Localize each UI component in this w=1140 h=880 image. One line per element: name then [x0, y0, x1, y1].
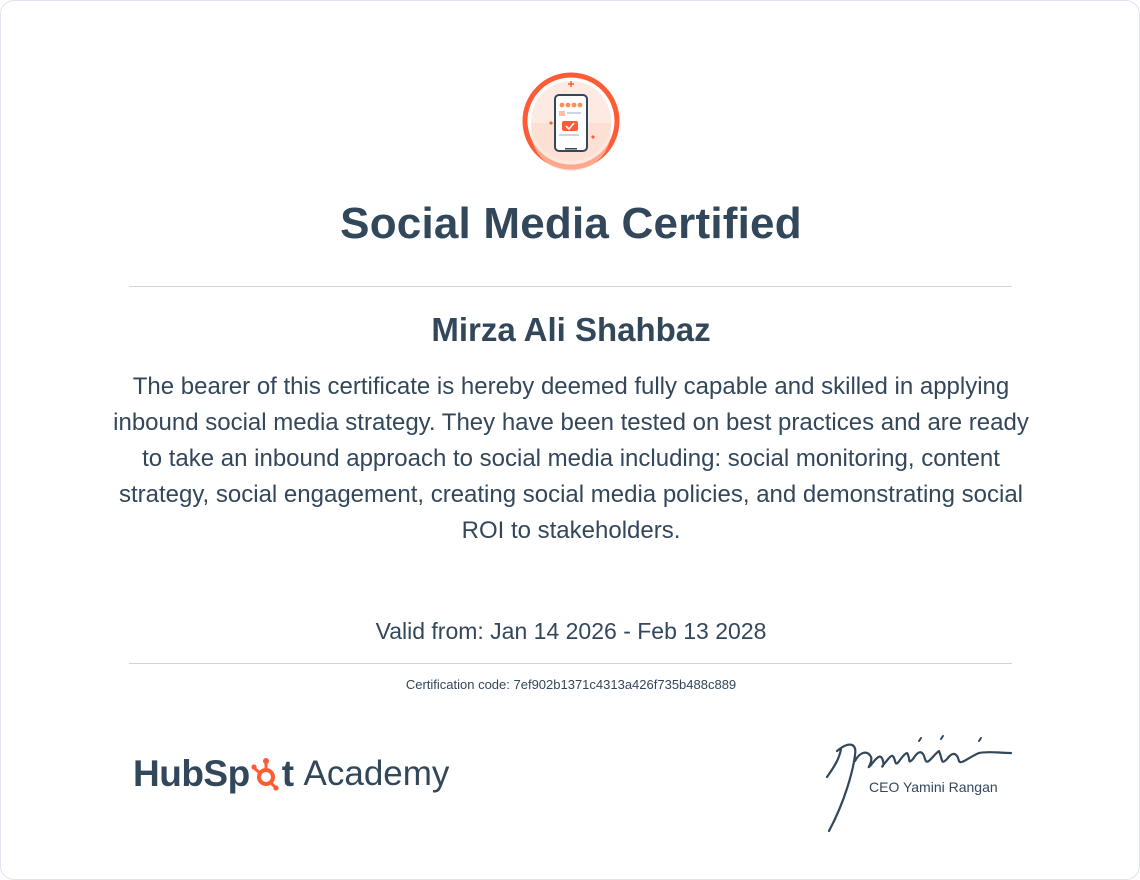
validity-period: Valid from: Jan 14 2026 - Feb 13 2028 [375, 618, 767, 644]
signer-title: CEO Yamini Rangan [869, 779, 998, 795]
logo-academy-text: Academy [303, 754, 450, 793]
recipient-name: Mirza Ali Shahbaz [431, 311, 711, 348]
top-divider [129, 286, 1012, 287]
logo-hub-text: HubSp [133, 753, 250, 794]
sprocket-icon [251, 757, 281, 791]
social-media-badge-icon [521, 71, 621, 171]
bottom-divider [129, 663, 1012, 664]
certificate-description: The bearer of this certificate is hereby deemed fully capable and skilled in applying inbound social media strategy. They have been tested on best practices and are ready to take an inbound approach to social media including: social monitoring, content strategy, social engagement, creating social media policies, and demonstrating social ROI to stakeholders. [113, 373, 1029, 544]
logo-t-text: t [281, 753, 294, 794]
certification-code: Certification code: 7ef902b1371c4313a426f735b488c889 [405, 677, 737, 692]
hubspot-wordmark [133, 753, 294, 795]
certificate-title: Social Media Certified [340, 199, 802, 248]
hubspot-academy-logo [133, 749, 449, 799]
